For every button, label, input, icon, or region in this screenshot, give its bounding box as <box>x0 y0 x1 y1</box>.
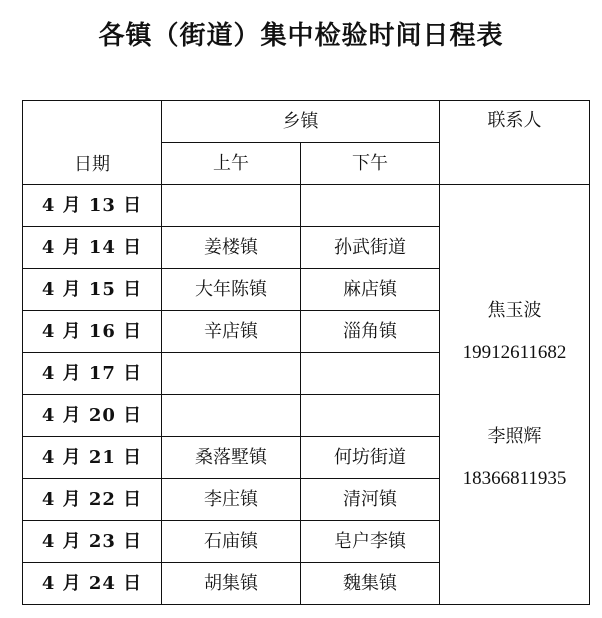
row-date: 4 月 21 日 <box>23 437 162 479</box>
row-pm-town: 魏集镇 <box>301 563 440 605</box>
row-date: 4 月 15 日 <box>23 269 162 311</box>
row-am-town: 桑落墅镇 <box>162 437 301 479</box>
row-am-town: 石庙镇 <box>162 521 301 563</box>
row-pm-town <box>301 395 440 437</box>
row-pm-town: 麻店镇 <box>301 269 440 311</box>
row-am-town: 大年陈镇 <box>162 269 301 311</box>
contact-phone: 19912611682 <box>462 341 567 363</box>
row-date: 4 月 23 日 <box>23 521 162 563</box>
row-pm-town: 皂户李镇 <box>301 521 440 563</box>
contact-cell <box>440 185 590 605</box>
header-pm: 下午 <box>301 143 440 185</box>
row-am-town: 李庄镇 <box>162 479 301 521</box>
page-title: 各镇（街道）集中检验时间日程表 <box>98 21 504 51</box>
contact-name: 焦玉波 <box>487 299 542 321</box>
row-date: 4 月 22 日 <box>23 479 162 521</box>
header-am: 上午 <box>162 143 301 185</box>
row-pm-town <box>301 185 440 227</box>
row-date: 4 月 24 日 <box>23 563 162 605</box>
row-date: 4 月 14 日 <box>23 227 162 269</box>
contact-spacer <box>440 374 589 416</box>
header-town-group: 乡镇 <box>162 101 440 143</box>
table-header-row <box>23 101 590 143</box>
row-am-town <box>162 185 301 227</box>
row-pm-town: 何坊街道 <box>301 437 440 479</box>
row-pm-town: 孙武街道 <box>301 227 440 269</box>
row-am-town: 姜楼镇 <box>162 227 301 269</box>
header-date: 日期 <box>23 101 162 185</box>
contact-phone: 18366811935 <box>462 467 567 489</box>
schedule-table <box>22 100 590 605</box>
row-pm-town: 淄角镇 <box>301 311 440 353</box>
row-am-town <box>162 395 301 437</box>
row-am-town: 辛店镇 <box>162 311 301 353</box>
row-pm-town: 清河镇 <box>301 479 440 521</box>
row-date: 4 月 20 日 <box>23 395 162 437</box>
row-date: 4 月 16 日 <box>23 311 162 353</box>
row-am-town: 胡集镇 <box>162 563 301 605</box>
contact-name: 李照辉 <box>487 425 542 447</box>
row-pm-town <box>301 353 440 395</box>
row-am-town <box>162 353 301 395</box>
row-date: 4 月 13 日 <box>23 185 162 227</box>
row-date: 4 月 17 日 <box>23 353 162 395</box>
header-contact: 联系人 <box>440 101 590 185</box>
table-row <box>23 185 590 227</box>
